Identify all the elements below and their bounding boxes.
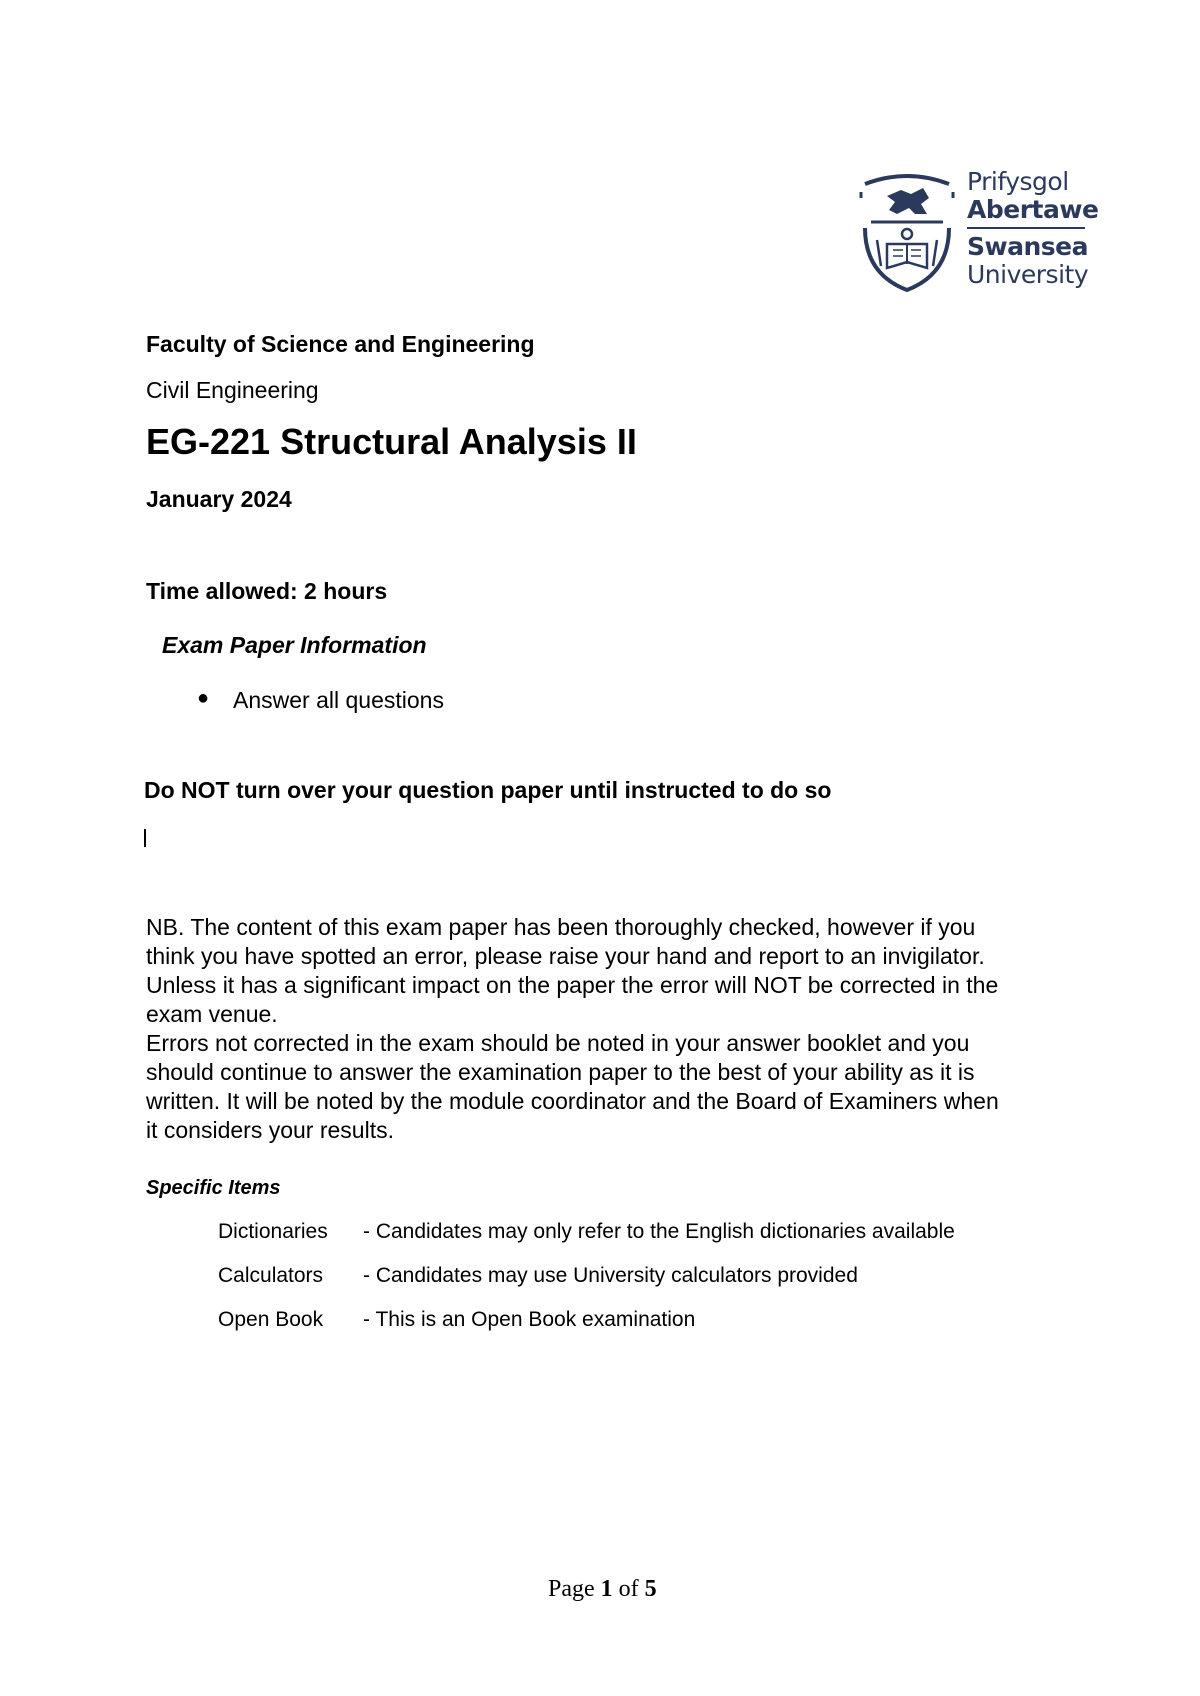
faculty-name: Faculty of Science and Engineering: [146, 331, 535, 357]
exam-instruction-item: Answer all questions: [233, 687, 444, 713]
exam-info-heading: Exam Paper Information: [162, 632, 427, 658]
item-label: Open Book: [218, 1308, 324, 1331]
item-label: Dictionaries: [218, 1220, 328, 1243]
errata-notice: [146, 913, 1006, 1145]
page-total: 5: [644, 1576, 657, 1602]
page-number: [548, 1576, 657, 1603]
logo-line-4: University: [967, 260, 1089, 289]
page-current: 1: [600, 1576, 613, 1602]
item-description: - This is an Open Book examination: [363, 1308, 696, 1331]
logo-divider: [967, 227, 1085, 229]
item-description: - Candidates may only refer to the English dictionaries available: [363, 1220, 955, 1243]
bullet-icon: ●: [197, 687, 210, 709]
department-name: Civil Engineering: [146, 377, 319, 403]
logo-line-2: Abertawe: [967, 195, 1099, 224]
text-cursor: [144, 829, 146, 847]
notice-paragraph-1: NB. The content of this exam paper has been thoroughly checked, however if you think you have spotted an error, please raise your hand and report to an invigilator. Unless it has a significant impact on the paper the error will NOT be corrected in the exam venue.: [146, 914, 999, 1027]
logo-line-1: Prifysgol: [967, 167, 1069, 196]
university-wordmark: [967, 168, 1098, 289]
logo-line-3: Swansea: [967, 232, 1088, 261]
page-word: Page: [548, 1576, 595, 1602]
university-logo: [857, 167, 1099, 298]
university-crest-icon: [857, 170, 957, 296]
course-title: EG-221 Structural Analysis II: [146, 421, 637, 462]
of-word: of: [618, 1576, 639, 1602]
time-allowed: Time allowed: 2 hours: [146, 578, 388, 604]
turn-over-warning: Do NOT turn over your question paper until instructed to do so: [144, 777, 832, 803]
specific-items-heading: Specific Items: [146, 1177, 281, 1199]
item-label: Calculators: [218, 1264, 324, 1287]
exam-date: January 2024: [146, 486, 292, 512]
item-description: - Candidates may use University calculators provided: [363, 1264, 858, 1287]
notice-paragraph-2: Errors not corrected in the exam should be noted in your answer booklet and you should continue to answer the examination paper to the best of your ability as it is written. It will be noted by the module coordinator and the Board of Examiners when it considers your results.: [146, 1030, 999, 1143]
